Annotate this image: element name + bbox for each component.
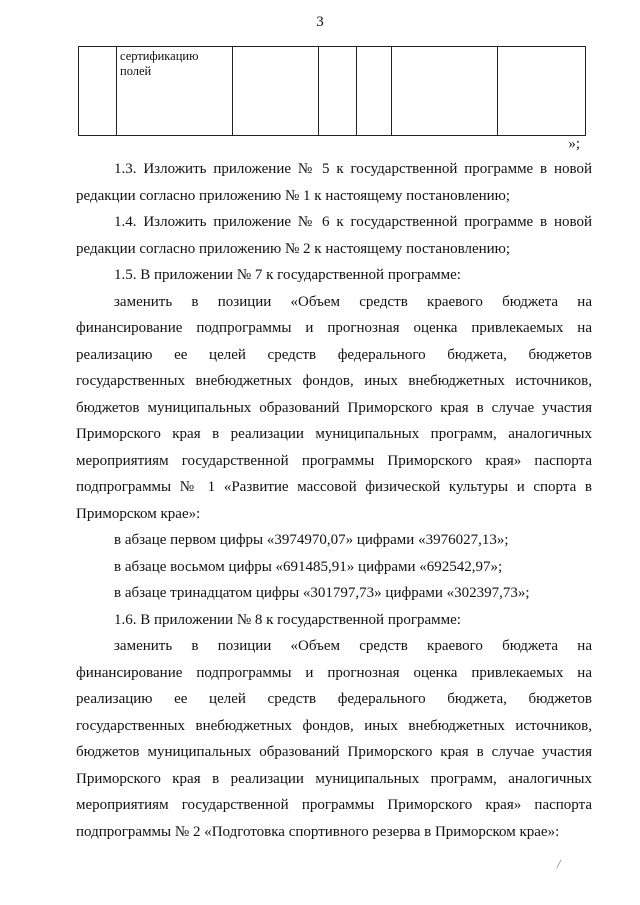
paragraph-1-3: 1.3. Изложить приложение № 5 к государственной программе в новой редакции согласно приложению № 1 к настоящему постановлению; bbox=[76, 161, 592, 204]
table-cell bbox=[357, 47, 392, 136]
table-row bbox=[79, 47, 586, 136]
paragraph-1-5-item-a: в абзаце первом цифры «3974970,07» цифрами «3976027,13»; bbox=[114, 532, 509, 548]
table-cell bbox=[392, 47, 498, 136]
paragraph-1-6: 1.6. В приложении № 8 к государственной программе: bbox=[114, 611, 461, 628]
table-cell bbox=[233, 47, 319, 136]
table-cell-text bbox=[117, 47, 233, 136]
paragraph-1-5-item-b: в абзаце восьмом цифры «691485,91» цифрами «692542,97»; bbox=[114, 558, 503, 575]
paragraph-1-6-replace: заменить в позиции «Объем средств краевого бюджета на финансирование подпрограммы и прогнозная оценка привлекаемых на реализацию ее целей средств федерального бюджета, бюджетов государственных внебюджетных фондов, иных внебюджетных источников, бюджетов муниципальных образований Приморского края в случае участия Приморского края в реализации муниципальных программ, аналогичных мероприятиям государственной программы Приморского края» паспорта подпрограммы № 2 «Подготовка спортивного резерва в Приморском крае»: bbox=[76, 638, 592, 840]
closing-quote-mark: »; bbox=[568, 136, 580, 152]
page-number: 3 bbox=[316, 14, 324, 30]
table-cell bbox=[498, 47, 586, 136]
paragraph-1-5-replace: заменить в позиции «Объем средств краевого бюджета на финансирование подпрограммы и прогнозная оценка привлекаемых на реализацию ее целей средств федерального бюджета, бюджетов государственных внебюджетных фондов, иных внебюджетных источников, бюджетов муниципальных образований Приморского края в случае участия Приморского края в реализации муниципальных программ, аналогичных мероприятиям государственной программы Приморского края» паспорта подпрограммы № 1 «Развитие массовой физической культуры и спорта в Приморском крае»: bbox=[76, 293, 592, 522]
paragraph-1-4: 1.4. Изложить приложение № 6 к государственной программе в новой редакции согласно приложению № 2 к настоящему постановлению; bbox=[76, 214, 592, 257]
cell-line: полей bbox=[120, 64, 152, 78]
paragraph-1-5: 1.5. В приложении № 7 к государственной программе: bbox=[114, 267, 461, 283]
table-cell bbox=[79, 47, 117, 136]
table-cell bbox=[319, 47, 357, 136]
paragraph-1-5-item-c: в абзаце тринадцатом цифры «301797,73» цифрами «302397,73»; bbox=[114, 585, 530, 601]
continued-table bbox=[78, 46, 586, 136]
cell-line: сертификацию bbox=[120, 49, 199, 63]
margin-mark: / bbox=[557, 856, 561, 871]
document-body bbox=[76, 156, 592, 845]
